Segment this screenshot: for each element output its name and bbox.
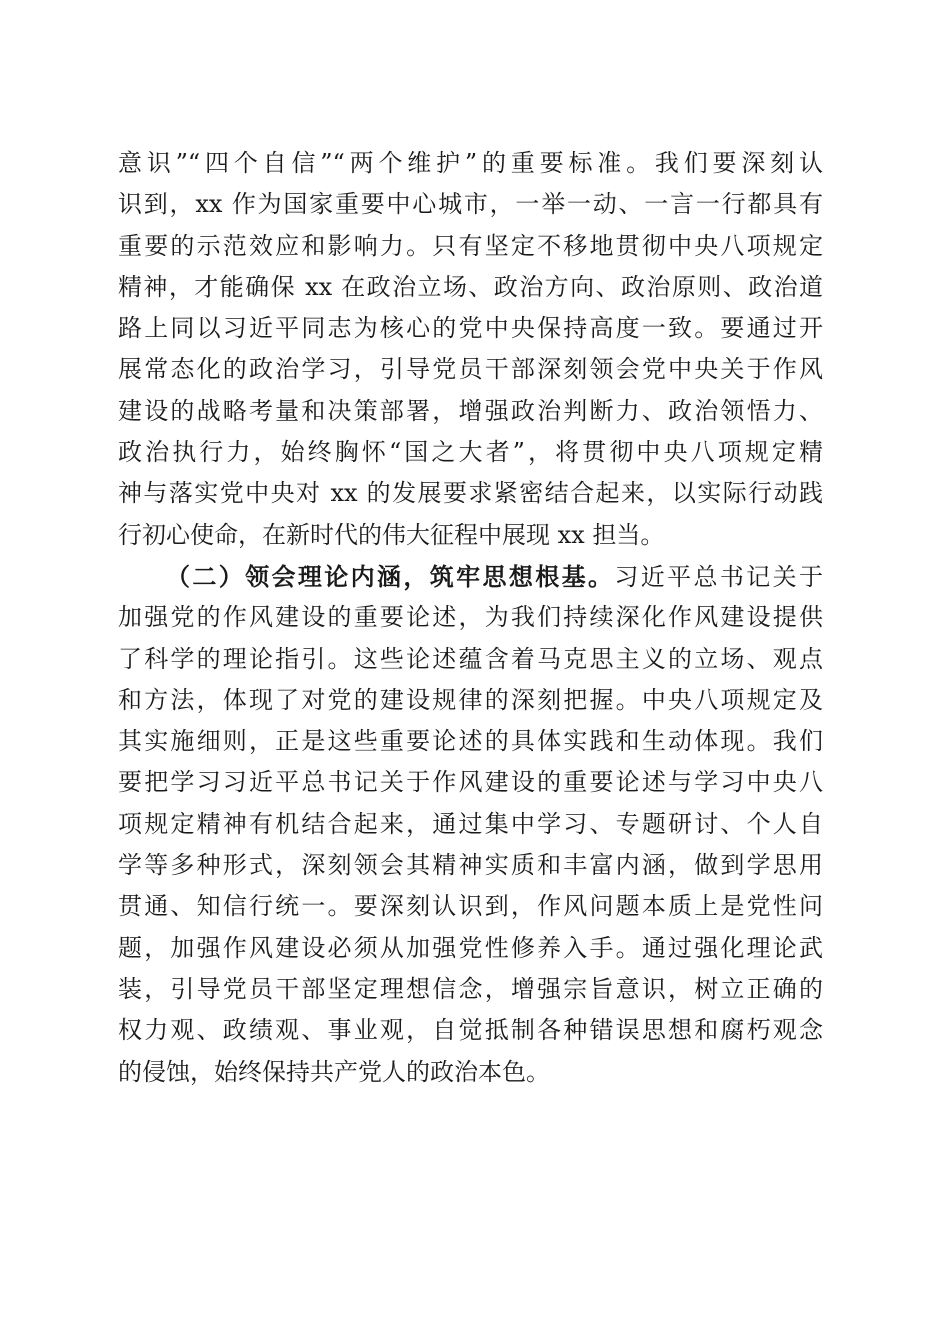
paragraph2-line: 加强党的作风建设的重要论述，为我们持续深化作风建设提供 [118,603,823,632]
paragraph2-line: 贯通、知信行统一。要深刻认识到，作风问题本质上是党性问 [118,892,823,921]
paragraph2-line: 其实施细则，正是这些重要论述的具体实践和生动体现。我们 [118,727,823,756]
paragraph1-line: 展常态化的政治学习，引导党员干部深刻领会党中央关于作风 [118,355,823,384]
paragraph1-line: 路上同以习近平同志为核心的党中央保持高度一致。要通过开 [118,314,823,343]
paragraph2-line: 权力观、政绩观、事业观，自觉抵制各种错误思想和腐朽观念 [118,1016,823,1045]
section-heading: （二）领会理论内涵，筑牢思想根基。 [166,561,615,591]
paragraph1-line: 意识”“四个自信”“两个维护”的重要标准。我们要深刻认 [118,149,823,177]
paragraph2-line: 装，引导党员干部坚定理想信念，增强宗旨意识，树立正确的 [118,974,823,1003]
paragraph2-line: 题，加强作风建设必须从加强党性修养入手。通过强化理论武 [118,933,823,962]
paragraph2-line: 要把学习习近平总书记关于作风建设的重要论述与学习中央八 [118,768,823,797]
paragraph1-line: 行初心使命，在新时代的伟大征程中展现 xx 担当。 [118,520,665,549]
body-text [118,143,823,1093]
paragraph1-line: 建设的战略考量和决策部署，增强政治判断力、政治领悟力、 [118,396,823,425]
paragraph1-line: 精神，才能确保 xx 在政治立场、政治方向、政治原则、政治道 [118,272,823,301]
paragraph2-first-line [118,556,823,597]
paragraph1-line: 政治执行力，始终胸怀“国之大者”，将贯彻中央八项规定精 [118,438,823,467]
paragraph2-line: 了科学的理论指引。这些论述蕴含着马克思主义的立场、观点 [118,644,823,673]
paragraph2-line: 项规定精神有机结合起来，通过集中学习、专题研讨、个人自 [118,809,823,838]
paragraph2-first-line-rest: 习近平总书记关于 [614,562,823,591]
paragraph1-line: 神与落实党中央对 xx 的发展要求紧密结合起来，以实际行动践 [118,479,823,508]
paragraph2-line: 和方法，体现了对党的建设规律的深刻把握。中央八项规定及 [118,685,823,714]
paragraph2-line: 学等多种形式，深刻领会其精神实质和丰富内涵，做到学思用 [118,851,823,880]
paragraph1-line: 重要的示范效应和影响力。只有坚定不移地贯彻中央八项规定 [118,231,823,260]
paragraph2-line: 的侵蚀，始终保持共产党人的政治本色。 [118,1057,550,1086]
paragraph1-line: 识到，xx 作为国家重要中心城市，一举一动、一言一行都具有 [118,190,823,219]
